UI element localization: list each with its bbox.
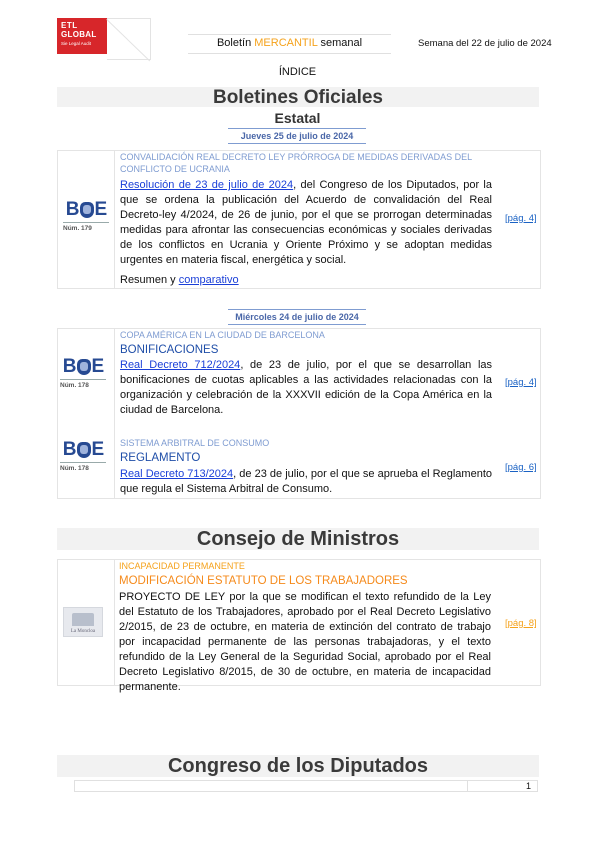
entry-divider: [114, 150, 115, 289]
bulletin-suffix: semanal: [317, 37, 363, 49]
summary-label: Resumen y: [120, 274, 179, 286]
date-header: Miércoles 24 de julio de 2024: [228, 309, 366, 325]
section-title-boletines: Boletines Oficiales: [57, 87, 539, 107]
bulletin-accent: MERCANTIL: [254, 37, 318, 49]
date-header: Jueves 25 de julio de 2024: [228, 128, 366, 144]
entry-text: PROYECTO DE LEY por la que se modifican el texto refundido de la Ley del Estatuto de los Trabajadores, aprobado por el Real Decreto Legislativo 2/2015, de 23 de octubre, en materia de extinción del contrato de trabajo por incapacidad permanente de las personas trabajadoras, y el texto refundido de la Ley General de la Seguridad Social, aprobado por el Real Decreto Legislativo 8/2015, de 30 de octubre, en materia de incapacidad permanente.: [119, 591, 491, 693]
moncloa-caption: La Moncloa: [70, 629, 96, 634]
entry-subtitle: MODIFICACIÓN ESTATUTO DE LOS TRABAJADORES: [119, 575, 408, 587]
real-decreto-link[interactable]: Real Decreto 712/2024: [120, 359, 241, 371]
entry-subtitle: REGLAMENTO: [120, 452, 201, 464]
page-number: 1: [526, 781, 532, 791]
entry-description: , del Congreso de los Diputados, por la que se ordena la publicación del Acuerdo de convalidación del Real Decreto-ley 4/2024, de 26 de junio, por el que se prorrogan determinadas medidas para afrontar las consecuencias económicas y sociales derivadas de los conflictos en Ucrania y Oriente Próximo y se adoptan medidas urgentes en materia fiscal, energética y social.: [120, 179, 492, 266]
etl-global-logo: [57, 18, 153, 62]
bulletin-prefix: Boletín: [216, 37, 255, 49]
boe-logo: [60, 357, 106, 389]
week-label: Semana del 22 de julio de 2024: [418, 38, 552, 49]
logo-frame: [107, 18, 151, 60]
boe-logo: [60, 440, 106, 472]
entry-extra: [120, 273, 239, 288]
logo-red-block: [57, 18, 107, 54]
entry-description: , de 23 de julio, por el que se desarrollan las bonificaciones de cuotas aplicables a las actividades relacionadas con la organización y celebración de la XXXVII edición de la Copa América en la ciudad de Barcelona.: [120, 359, 493, 416]
logo-text-etl: ETL: [61, 21, 78, 30]
boe-icon: B E: [62, 356, 104, 377]
entry-category: INCAPACIDAD PERMANENTE: [119, 561, 245, 571]
logo-text-tagline: Sie Legal Audit: [61, 41, 92, 46]
boe-icon: B E: [65, 199, 107, 220]
moncloa-image: [63, 607, 103, 637]
resolution-link[interactable]: Resolución de 23 de julio de 2024: [120, 179, 294, 191]
logo-text-global: GLOBAL: [61, 30, 97, 39]
entry-category: CONVALIDACIÓN REAL DECRETO LEY PRÓRROGA DE MEDIDAS DERIVADAS DEL CONFLICTO DE UCRANIA: [120, 152, 472, 174]
boe-number: Núm. 178: [60, 462, 106, 472]
building-icon: [72, 613, 94, 626]
boe-icon: B E: [62, 439, 104, 460]
section-title-congreso: Congreso de los Diputados: [57, 755, 539, 777]
page-link[interactable]: [pág. 4]: [505, 377, 537, 388]
entry-divider: [114, 559, 115, 686]
entry-category: SISTEMA ARBITRAL DE CONSUMO: [120, 438, 270, 448]
entry-subtitle: BONIFICACIONES: [120, 344, 219, 356]
entry-description: , de 23 de julio, por el que se aprueba el Reglamento que regula el Sistema Arbitral de Consumo.: [120, 468, 492, 495]
entry-text: [120, 358, 492, 418]
boe-logo: [63, 200, 109, 232]
entry-category: COPA AMÉRICA EN LA CIUDAD DE BARCELONA: [120, 330, 325, 340]
page-link[interactable]: [pág. 4]: [505, 213, 537, 224]
boe-number: Núm. 178: [60, 379, 106, 389]
footer-box: [74, 780, 538, 792]
comparativo-link[interactable]: comparativo: [178, 274, 239, 286]
section-title-consejo: Consejo de Ministros: [57, 528, 539, 550]
boe-number: Núm. 179: [63, 222, 109, 232]
entry-divider: [114, 328, 115, 499]
bulletin-title: [188, 34, 391, 54]
real-decreto-link[interactable]: Real Decreto 713/2024: [120, 468, 234, 480]
index-title: ÍNDICE: [278, 66, 317, 78]
section-subtitle-estatal: Estatal: [274, 110, 321, 126]
entry-text: [120, 178, 492, 268]
page-link[interactable]: [pág. 6]: [505, 462, 537, 473]
entry-text: [120, 467, 492, 497]
page-link[interactable]: [pág. 8]: [505, 618, 537, 629]
